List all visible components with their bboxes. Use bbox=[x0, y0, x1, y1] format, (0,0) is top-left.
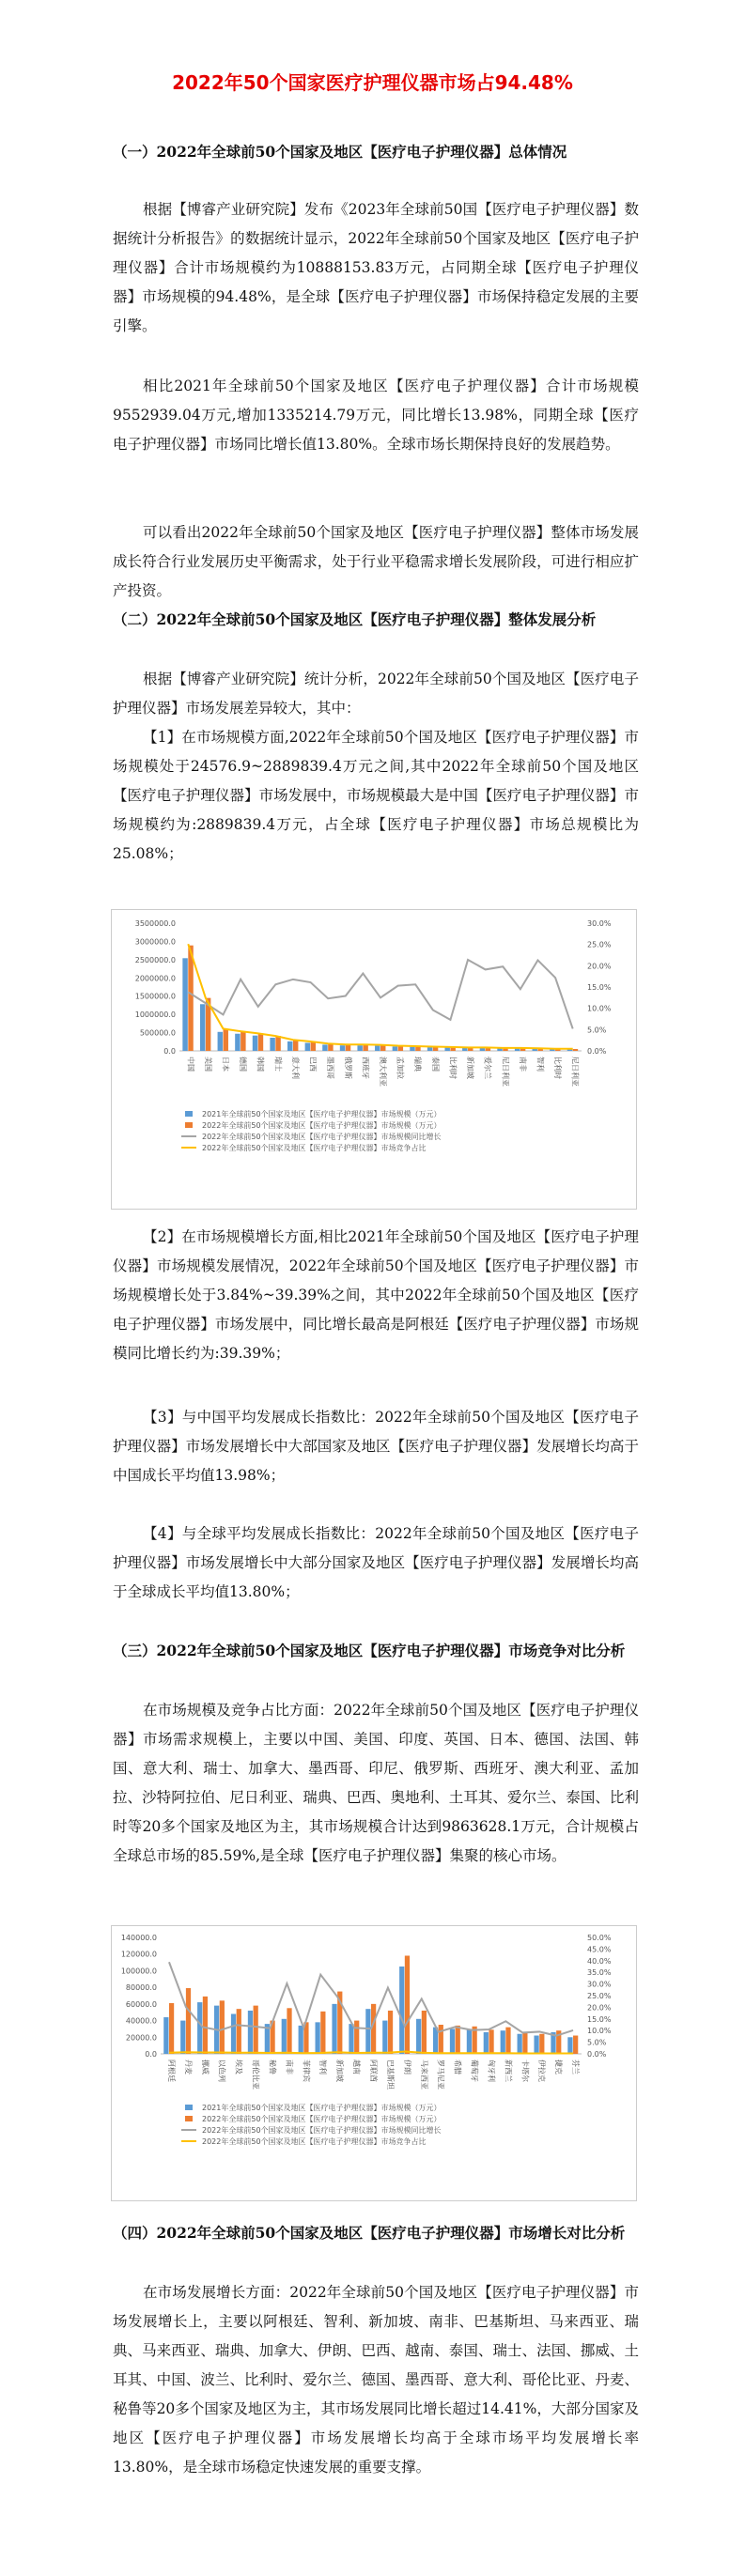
bar-series-2 bbox=[241, 1031, 245, 1051]
bar-series-1 bbox=[253, 1036, 257, 1051]
bar-series-1 bbox=[393, 1046, 397, 1051]
bar-series-2 bbox=[169, 2003, 174, 2054]
x-axis-category-label: 中国 bbox=[186, 1057, 195, 1072]
bar-series-1 bbox=[305, 1042, 310, 1051]
x-axis-category-label: 日本 bbox=[221, 1057, 230, 1072]
right-axis-tick-label: 30.0% bbox=[587, 1980, 612, 1989]
page-title: 2022年50个国家医疗护理仪器市场占94.48% bbox=[172, 71, 573, 94]
x-axis-category-label: 伊拉克 bbox=[537, 2059, 547, 2082]
right-axis-tick-label: 25.0% bbox=[587, 1992, 612, 2000]
bar-series-2 bbox=[237, 2009, 241, 2054]
bar-series-1 bbox=[231, 2013, 236, 2054]
x-axis-category-label: 新加坡 bbox=[335, 2059, 345, 2082]
section-heading-2: （二）2022年全球前50个国家及地区【医疗电子护理仪器】整体发展分析 bbox=[113, 610, 597, 628]
x-axis-category-label: 爱尔兰 bbox=[483, 1057, 492, 1079]
x-axis-category-label: 匈牙利 bbox=[487, 2059, 496, 2082]
bar-series-2 bbox=[573, 1049, 578, 1051]
legend-label: 2022年全球前50个国家及地区【医疗电子护理仪器】市场规模（万元） bbox=[202, 1121, 442, 1130]
legend-label: 2022年全球前50个国家及地区【医疗电子护理仪器】市场规模（万元） bbox=[202, 2115, 442, 2123]
line-series-3 bbox=[188, 960, 572, 1028]
paragraph-9: 在市场规模及竞争占比方面：2022年全球前50个国及地区【医疗电子护理仪器】市场需求规模上，主要以中国、美国、印度、英国、日本、德国、法国、韩国、意大利、瑞士、加拿大、墨西哥、印尼、俄罗斯、西班牙、澳大利亚、孟加拉、沙特阿拉伯、尼日利亚、瑞典、巴西、奥地利、土耳其、爱尔兰、泰国、比利时等20多个国家及地区为主，其市场规模合计达到9863628.1万元，合计规模占全球总市场的85.59%,是全球【医疗电子护理仪器】集聚的核心市场。 bbox=[113, 1702, 639, 1864]
bar-series-1 bbox=[518, 2034, 522, 2054]
bar-series-2 bbox=[254, 2006, 258, 2054]
bar-series-1 bbox=[467, 2028, 472, 2054]
bar-series-1 bbox=[349, 2024, 353, 2054]
x-axis-category-label: 泰国 bbox=[430, 1057, 440, 1072]
bar-series-1 bbox=[515, 1048, 520, 1051]
bar-series-1 bbox=[567, 2037, 572, 2054]
x-axis-category-label: 伊朗 bbox=[402, 2059, 411, 2075]
right-axis-tick-label: 5.0% bbox=[587, 1026, 607, 1035]
left-axis-tick-label: 140000.0 bbox=[120, 1934, 157, 1942]
paragraph-3: 可以看出2022年全球前50个国家及地区【医疗电子护理仪器】整体市场发展成长符合行业发展历史平衡需求，处于行业平稳需求增长发展阶段，可进行相应扩产投资。 bbox=[113, 524, 639, 599]
left-axis-tick-label: 2500000.0 bbox=[134, 955, 176, 964]
bar-series-1 bbox=[375, 1046, 380, 1051]
legend-label: 2022年全球前50个国家及地区【医疗电子护理仪器】市场规模同比增长 bbox=[202, 2126, 442, 2135]
x-axis-category-label: 罗马尼亚 bbox=[436, 2059, 445, 2090]
left-axis-tick-label: 120000.0 bbox=[120, 1950, 157, 1959]
bar-series-1 bbox=[484, 2032, 489, 2054]
bar-series-1 bbox=[340, 1045, 345, 1051]
left-axis-tick-label: 1500000.0 bbox=[134, 992, 176, 1001]
paragraph-4: 根据【博睿产业研究院】统计分析，2022年全球前50个国及地区【医疗电子护理仪器】市场发展差异较大，其中： bbox=[113, 671, 639, 717]
paragraph-8: 【4】与全球平均发展成长指数比：2022年全球前50个国及地区【医疗电子护理仪器】市场发展增长中大部分国家及地区【医疗电子护理仪器】发展增长均高于全球成长平均值13.80%； bbox=[113, 1525, 639, 1600]
legend-label: 2022年全球前50个国家及地区【医疗电子护理仪器】市场规模同比增长 bbox=[202, 1133, 442, 1141]
bar-series-1 bbox=[180, 2021, 185, 2054]
left-axis-tick-label: 0.0 bbox=[163, 1047, 176, 1056]
bar-series-2 bbox=[354, 2021, 359, 2054]
bar-series-2 bbox=[186, 1988, 191, 2054]
bar-series-1 bbox=[299, 2026, 303, 2054]
bar-series-2 bbox=[328, 1043, 333, 1051]
bar-series-1 bbox=[462, 1048, 467, 1051]
bar-series-2 bbox=[293, 1040, 298, 1051]
left-axis-tick-label: 0.0 bbox=[145, 2050, 157, 2059]
bar-series-1 bbox=[316, 2022, 320, 2054]
x-axis-category-label: 马来西亚 bbox=[419, 2059, 428, 2090]
x-axis-category-label: 俄罗斯 bbox=[343, 1057, 352, 1079]
x-axis-category-label: 智利 bbox=[318, 2059, 328, 2075]
bar-series-1 bbox=[382, 2021, 387, 2054]
line-series-4 bbox=[169, 2052, 573, 2054]
bar-series-2 bbox=[363, 1044, 367, 1051]
legend-label: 2022年全球前50个国家及地区【医疗电子护理仪器】市场竞争占比 bbox=[202, 1144, 427, 1152]
legend-swatch bbox=[185, 1111, 193, 1117]
section-heading-1: （一）2022年全球前50个国家及地区【医疗电子护理仪器】总体情况 bbox=[113, 143, 567, 161]
bar-series-2 bbox=[346, 1044, 350, 1051]
x-axis-category-label: 南非 bbox=[518, 1057, 527, 1072]
right-axis-tick-label: 10.0% bbox=[587, 1004, 612, 1013]
bar-series-2 bbox=[439, 2025, 443, 2054]
bar-series-2 bbox=[258, 1033, 263, 1051]
bar-series-2 bbox=[573, 2036, 578, 2054]
bar-series-2 bbox=[489, 2029, 493, 2054]
x-axis-category-label: 新西兰 bbox=[504, 2059, 513, 2082]
bar-series-2 bbox=[320, 2012, 325, 2054]
left-axis-tick-label: 2000000.0 bbox=[134, 974, 176, 983]
legend-label: 2021年全球前50个国家及地区【医疗电子护理仪器】市场规模（万元） bbox=[202, 1110, 442, 1118]
legend-swatch bbox=[185, 2105, 193, 2110]
bar-series-1 bbox=[416, 2019, 421, 2054]
x-axis-category-label: 阿联酋 bbox=[369, 2059, 378, 2082]
bar-series-1 bbox=[399, 1967, 404, 2054]
x-axis-category-label: 尼日利亚 bbox=[501, 1057, 510, 1087]
bar-series-2 bbox=[287, 2008, 291, 2054]
left-axis-tick-label: 80000.0 bbox=[125, 1983, 157, 1993]
x-axis-category-label: 菲律宾 bbox=[302, 2059, 311, 2082]
bar-series-1 bbox=[248, 2011, 253, 2054]
left-axis-tick-label: 60000.0 bbox=[125, 1999, 157, 2009]
x-axis-category-label: 德国 bbox=[239, 1057, 248, 1072]
x-axis-category-label: 智利 bbox=[535, 1057, 545, 1072]
x-axis-category-label: 埃及 bbox=[234, 2059, 243, 2075]
bar-series-2 bbox=[539, 2034, 544, 2054]
x-axis-category-label: 越南 bbox=[352, 2059, 362, 2075]
legend-swatch bbox=[185, 1122, 193, 1128]
bar-series-1 bbox=[365, 2009, 370, 2054]
x-axis-category-label: 美国 bbox=[203, 1057, 212, 1072]
left-axis-tick-label: 3500000.0 bbox=[134, 919, 176, 928]
legend-label: 2021年全球前50个国家及地区【医疗电子护理仪器】市场规模（万元） bbox=[202, 2104, 442, 2112]
x-axis-category-label: 瑞典 bbox=[413, 1057, 423, 1072]
x-axis-category-label: 秘鲁 bbox=[268, 2059, 277, 2075]
right-axis-tick-label: 20.0% bbox=[587, 962, 612, 971]
bar-series-2 bbox=[220, 2000, 225, 2054]
x-axis-category-label: 阿根廷 bbox=[166, 2059, 176, 2082]
right-axis-tick-label: 10.0% bbox=[587, 2027, 612, 2036]
section-heading-3: （三）2022年全球前50个国家及地区【医疗电子护理仪器】市场竞争对比分析 bbox=[113, 1642, 626, 1659]
x-axis-category-label: 孟加拉 bbox=[396, 1057, 405, 1079]
right-axis-tick-label: 50.0% bbox=[587, 1934, 612, 1942]
paragraph-5: 【1】在市场规模方面,2022年全球前50个国及地区【医疗电子护理仪器】市场规模处于24576.9~2889839.4万元之间,其中2022年全球前50个国及地区【医疗电子护理仪器】市场发展中，市场规模最大是中国【医疗电子护理仪器】市场规模约为:2889839.4万元，占全球【医疗电子护理仪器】市场总规模比为25.08%； bbox=[113, 729, 639, 862]
right-axis-tick-label: 15.0% bbox=[587, 983, 612, 992]
chart-2 bbox=[111, 1925, 637, 2201]
bar-series-1 bbox=[357, 1045, 362, 1051]
bar-series-1 bbox=[235, 1034, 240, 1051]
bar-series-2 bbox=[188, 946, 193, 1051]
x-axis-category-label: 芬兰 bbox=[571, 2059, 581, 2075]
legend-swatch bbox=[185, 2116, 193, 2121]
x-axis-category-label: 丹麦 bbox=[183, 2059, 193, 2075]
bar-series-2 bbox=[405, 1955, 410, 2054]
bar-series-1 bbox=[480, 1048, 485, 1051]
bar-series-1 bbox=[282, 2019, 287, 2054]
x-axis-category-label: 葡萄牙 bbox=[470, 2059, 479, 2082]
x-axis-category-label: 比利时 bbox=[448, 1057, 458, 1079]
bar-series-1 bbox=[410, 1047, 414, 1051]
paragraph-1: 根据【博睿产业研究院】发布《2023年全球前50国【医疗电子护理仪器】数据统计分析报告》的数据统计显示，2022年全球前50个国家及地区【医疗电子护理仪器】合计市场规模约为10888153.83万元，占同期全球【医疗电子护理仪器】市场规模的94.48%，是全球【医疗电子护理仪器】市场保持稳定发展的主要引擎。 bbox=[113, 201, 639, 334]
chart-1 bbox=[111, 909, 637, 1210]
left-axis-tick-label: 100000.0 bbox=[120, 1967, 157, 1976]
left-axis-tick-label: 40000.0 bbox=[125, 2016, 157, 2026]
bar-series-1 bbox=[287, 1041, 292, 1051]
right-axis-tick-label: 0.0% bbox=[587, 1047, 607, 1056]
x-axis-category-label: 巴西 bbox=[308, 1057, 318, 1072]
paragraph-2: 相比2021年全球前50个国家及地区【医疗电子护理仪器】合计市场规模9552939.04万元,增加1335214.79万元，同比增长13.98%，同期全球【医疗电子护理仪器】市场同比增长值13.80%。全球市场长期保持良好的发展趋势。 bbox=[113, 378, 639, 453]
x-axis-category-label: 澳大利亚 bbox=[379, 1057, 387, 1087]
chart-1-svg bbox=[112, 910, 636, 1209]
right-axis-tick-label: 30.0% bbox=[587, 919, 612, 928]
section-heading-4: （四）2022年全球前50个国家及地区【医疗电子护理仪器】市场增长对比分析 bbox=[113, 2224, 626, 2242]
paragraph-7: 【3】与中国平均发展成长指数比：2022年全球前50个国及地区【医疗电子护理仪器】市场发展增长中大部国家及地区【医疗电子护理仪器】发展增长均高于中国成长平均值13.98%； bbox=[113, 1409, 639, 1484]
right-axis-tick-label: 40.0% bbox=[587, 1956, 612, 1966]
x-axis-category-label: 西班牙 bbox=[361, 1057, 370, 1079]
x-axis-category-label: 尼日利亚 bbox=[570, 1057, 580, 1087]
bar-series-2 bbox=[224, 1029, 228, 1051]
bar-series-1 bbox=[200, 1004, 205, 1051]
right-axis-tick-label: 45.0% bbox=[587, 1945, 612, 1954]
bar-series-2 bbox=[505, 2028, 510, 2054]
right-axis-tick-label: 20.0% bbox=[587, 2003, 612, 2013]
bar-series-2 bbox=[275, 1036, 280, 1051]
bar-series-2 bbox=[311, 1041, 316, 1051]
x-axis-category-label: 捷克 bbox=[554, 2059, 564, 2075]
x-axis-category-label: 墨西哥 bbox=[326, 1057, 335, 1079]
x-axis-category-label: 巴基斯坦 bbox=[385, 2059, 395, 2090]
chart-2-svg bbox=[112, 1926, 636, 2200]
right-axis-tick-label: 35.0% bbox=[587, 1968, 612, 1978]
bar-series-2 bbox=[456, 2026, 460, 2054]
x-axis-category-label: 意大利 bbox=[290, 1057, 300, 1079]
bar-series-1 bbox=[197, 2002, 202, 2054]
x-axis-category-label: 卡塔尔 bbox=[520, 2059, 530, 2082]
right-axis-tick-label: 0.0% bbox=[587, 2050, 607, 2059]
bar-series-2 bbox=[522, 2032, 527, 2054]
x-axis-category-label: 南非 bbox=[285, 2059, 294, 2075]
bar-series-1 bbox=[534, 2036, 538, 2054]
bar-series-2 bbox=[203, 1997, 208, 2054]
x-axis-category-label: 希腊 bbox=[453, 2059, 462, 2075]
bar-series-1 bbox=[427, 1047, 432, 1051]
x-axis-category-label: 以色列 bbox=[217, 2059, 226, 2082]
x-axis-category-label: 挪威 bbox=[200, 2059, 210, 2075]
left-axis-tick-label: 500000.0 bbox=[139, 1028, 176, 1038]
right-axis-tick-label: 5.0% bbox=[587, 2038, 607, 2047]
bar-series-1 bbox=[270, 1038, 274, 1051]
bar-series-1 bbox=[501, 2030, 505, 2054]
bar-series-1 bbox=[182, 958, 187, 1051]
x-axis-category-label: 比利时 bbox=[553, 1057, 563, 1079]
bar-series-1 bbox=[322, 1044, 327, 1051]
right-axis-tick-label: 15.0% bbox=[587, 2014, 612, 2024]
bar-series-2 bbox=[422, 2011, 427, 2054]
x-axis-category-label: 瑞士 bbox=[273, 1057, 283, 1072]
x-axis-category-label: 新加坡 bbox=[466, 1057, 475, 1079]
legend-label: 2022年全球前50个国家及地区【医疗电子护理仪器】市场竞争占比 bbox=[202, 2137, 427, 2146]
x-axis-category-label: 韩国 bbox=[256, 1057, 265, 1072]
left-axis-tick-label: 20000.0 bbox=[125, 2033, 157, 2043]
bar-series-1 bbox=[332, 2004, 336, 2054]
right-axis-tick-label: 25.0% bbox=[587, 940, 612, 949]
bar-series-1 bbox=[218, 1032, 223, 1051]
x-axis-category-label: 哥伦比亚 bbox=[251, 2059, 260, 2090]
paragraph-6: 【2】在市场规模增长方面,相比2021年全球前50个国及地区【医疗电子护理仪器】市场规模发展情况，2022年全球前50个国及地区【医疗电子护理仪器】市场规模增长处于3.84%~39.39%之间，其中2022年全球前50个国及地区【医疗电子护理仪器】市场发展中，同比增长最高是阿根廷【医疗电子护理仪器】市场规模同比增长约为:39.39%； bbox=[113, 1228, 639, 1362]
paragraph-10: 在市场发展增长方面：2022年全球前50个国及地区【医疗电子护理仪器】市场发展增长上，主要以阿根廷、智利、新加坡、南非、巴基斯坦、马来西亚、瑞典、马来西亚、瑞典、加拿大、伊朗、巴西、越南、泰国、瑞士、法国、挪威、土耳其、中国、波兰、比利时、爱尔兰、德国、墨西哥、意大利、哥伦比亚、丹麦、秘鲁等20多个国家及地区为主，其市场发展同比增长超过14.41%，大部分国家及地区【医疗电子护理仪器】市场发展增长均高于全球市场平均发展增长率13.80%，是全球市场稳定快速发展的重要支撑。 bbox=[113, 2284, 639, 2476]
bar-series-2 bbox=[388, 2011, 393, 2054]
bar-series-1 bbox=[163, 2017, 168, 2054]
left-axis-tick-label: 3000000.0 bbox=[134, 937, 176, 947]
left-axis-tick-label: 1000000.0 bbox=[134, 1010, 176, 1020]
bar-series-1 bbox=[450, 2028, 455, 2054]
